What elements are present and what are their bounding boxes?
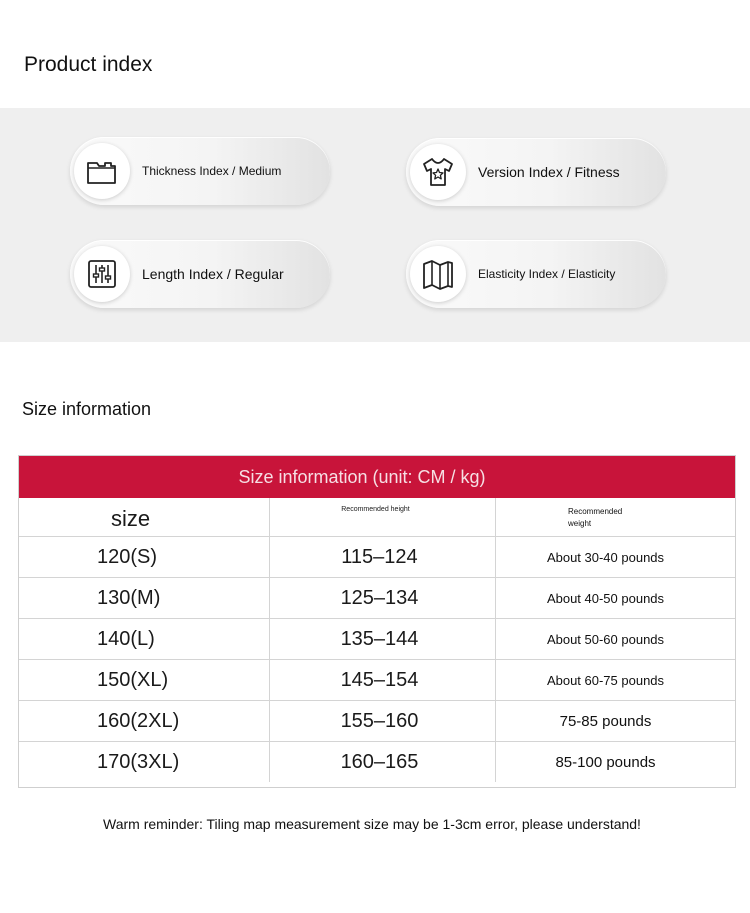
size-cell: 170(3XL) — [19, 742, 270, 782]
size-cell: 140(L) — [19, 619, 270, 659]
weight-cell: About 50-60 pounds — [546, 631, 665, 647]
product-index-title: Product index — [24, 53, 153, 76]
size-cell: 150(XL) — [19, 660, 270, 700]
length-index-card — [70, 240, 330, 308]
weight-cell: About 60-75 pounds — [546, 672, 665, 688]
table-row — [19, 577, 735, 618]
version-index-card — [406, 138, 666, 206]
thickness-index-card — [70, 137, 330, 205]
header-weight-line2: weight — [568, 519, 592, 528]
size-information-title: Size information — [22, 399, 152, 419]
size-cell: 160(2XL) — [19, 701, 270, 741]
weight-cell: 85-100 pounds — [555, 753, 656, 771]
warm-reminder-text: Warm reminder: Tiling map measurement size may be 1-3cm error, please understand! — [103, 816, 641, 832]
header-size: size — [19, 498, 270, 536]
elasticity-index-card — [406, 240, 666, 308]
sliders-icon — [74, 246, 130, 302]
table-row — [19, 741, 735, 782]
height-cell: 135–144 — [270, 619, 496, 659]
weight-cell: About 30-40 pounds — [546, 549, 665, 565]
table-row — [19, 659, 735, 700]
height-cell: 115–124 — [270, 537, 496, 577]
height-cell: 145–154 — [270, 660, 496, 700]
height-cell: 155–160 — [270, 701, 496, 741]
height-cell: 125–134 — [270, 578, 496, 618]
table-row — [19, 618, 735, 659]
header-weight — [496, 498, 735, 536]
folder-icon — [74, 143, 130, 199]
size-cell: 130(M) — [19, 578, 270, 618]
header-weight-line1: Recommended — [568, 507, 623, 516]
elasticity-index-label: Elasticity Index / Elasticity — [478, 267, 616, 281]
size-table-header-row — [19, 498, 735, 536]
map-icon — [410, 246, 466, 302]
header-height: Recommended height — [270, 498, 496, 536]
size-table — [18, 455, 736, 788]
table-row — [19, 536, 735, 577]
weight-cell: 75-85 pounds — [559, 712, 652, 730]
thickness-index-label: Thickness Index / Medium — [142, 164, 282, 178]
weight-cell: About 40-50 pounds — [546, 590, 665, 606]
tshirt-icon — [410, 144, 466, 200]
version-index-label: Version Index / Fitness — [478, 164, 620, 180]
length-index-label: Length Index / Regular — [142, 266, 284, 282]
height-cell: 160–165 — [270, 742, 496, 782]
size-table-title: Size information (unit: CM / kg) — [19, 456, 735, 498]
table-row — [19, 700, 735, 741]
size-cell: 120(S) — [19, 537, 270, 577]
